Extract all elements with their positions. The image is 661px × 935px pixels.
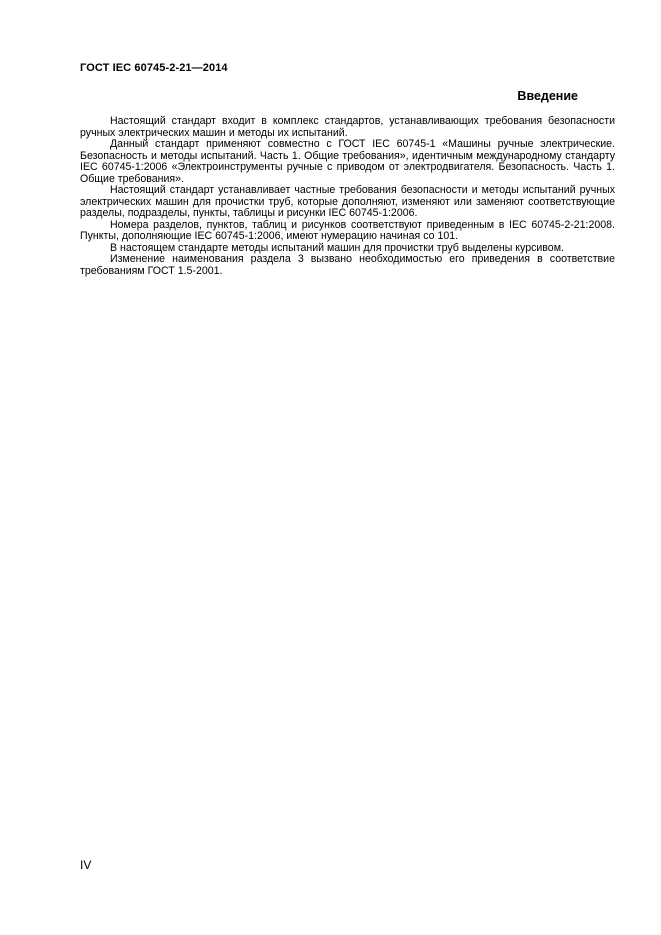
section-title: Введение [517, 89, 578, 103]
paragraph: В настоящем стандарте методы испытаний машин для прочистки труб выделены курсивом. [110, 241, 564, 254]
paragraph: Номера разделов, пунктов, таблиц и рисунков соответствуют приведенным в IEC 60745-2-21:2008. Пункты, дополняющие IEC 60745-1:2006, имеют нумерацию начиная со 101. [80, 218, 615, 242]
introduction-body [80, 116, 615, 277]
paragraph: Данный стандарт применяют совместно с ГОСТ IEC 60745-1 «Машины ручные электрические. Безопасность и методы испытаний. Часть 1. Общие требования», идентичным международному стандарту IEC 60745-1:2006 «Электроинструменты ручные с приводом от электродвигателя. Безопасность. Часть 1. Общие требования». [80, 138, 615, 185]
document-code: ГОСТ IEC 60745-2-21—2014 [80, 62, 228, 74]
paragraph: Настоящий стандарт входит в комплекс стандартов, устанавливающих требования безопасности ручных электрических машин и методы их испытаний. [80, 115, 615, 139]
paragraph: Изменение наименования раздела 3 вызвано необходимостью его приведения в соответствие требованиям ГОСТ 1.5-2001. [80, 253, 615, 277]
page-number: IV [80, 858, 92, 872]
paragraph: Настоящий стандарт устанавливает частные требования безопасности и методы испытаний ручных электрических машин для прочистки труб, которые дополняют, изменяют или заменяют соответствующие разделы, подразделы, пункты, таблицы и рисунки IEC 60745-1:2006. [80, 184, 615, 219]
